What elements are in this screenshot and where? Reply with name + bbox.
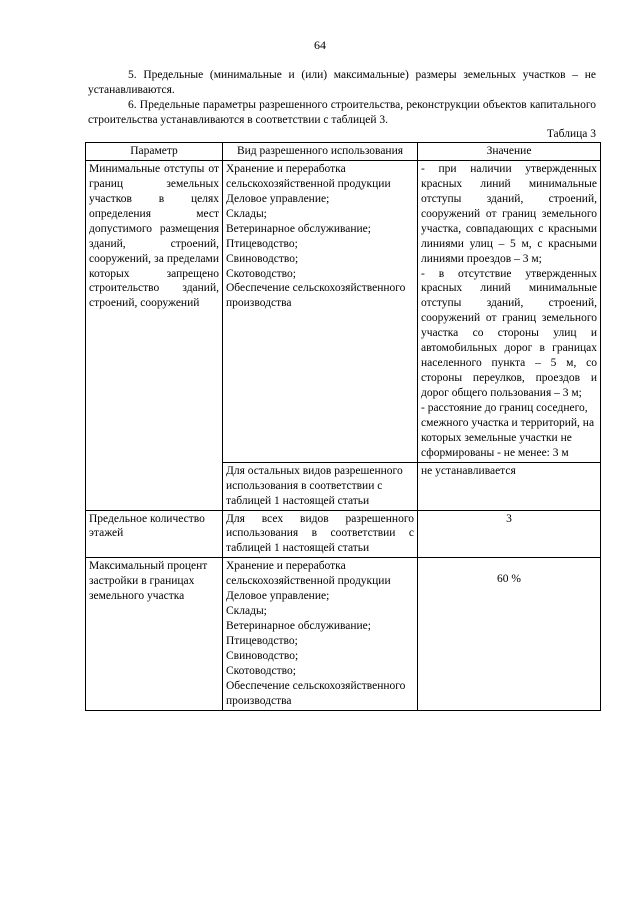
use-line: Птицеводство; <box>226 237 298 250</box>
value-cell: 60 % <box>418 558 601 710</box>
use-cell: Для всех видов разрешенного использования в соответствии с таблицей 1 настоящей статьи <box>223 510 418 558</box>
header-use-type: Вид разрешенного использования <box>223 143 418 161</box>
use-line: Свиноводство; <box>226 649 299 662</box>
value-line: - в отсутствие утвержденных красных линий минимальные отступы зданий, строений, сооружений от границ земельного участка со стороны улиц и автомобильных дорог в границах населенного пункта – 5 м, со стороны переулков, проездов и дорог общего пользования – 3 м; <box>421 267 597 399</box>
paragraph-5: 5. Предельные (минимальные и (или) максимальные) размеры земельных участков – не устанавливаются. <box>88 69 596 96</box>
parameters-table <box>85 142 601 711</box>
table-caption: Таблица 3 <box>546 128 596 140</box>
use-line: Скотоводство; <box>226 664 296 677</box>
use-line: Деловое управление; <box>226 192 330 205</box>
header-parameter: Параметр <box>86 143 223 161</box>
table-row <box>86 558 601 710</box>
paragraph-6: 6. Предельные параметры разрешенного строительства, реконструкции объектов капитального строительства устанавливаются в соответствии с таблицей 3. <box>88 99 596 126</box>
value-line: - расстояние до границ соседнего, смежного участка и территорий, на которых земельные участки не сформированы - не менее: 3 м <box>421 401 595 459</box>
use-line: Ветеринарное обслуживание; <box>226 620 371 633</box>
use-line: Свиноводство; <box>226 252 299 265</box>
use-line: Обеспечение сельскохозяйственного производства <box>226 282 406 310</box>
param-cell: Минимальные отступы от границ земельных участков в целях определения мест допустимого размещения зданий, строений, сооружений, за пределами которых запрещено строительство зданий, строений, сооружений <box>86 160 223 510</box>
use-line: Скотоводство; <box>226 267 296 280</box>
use-line: Птицеводство; <box>226 635 298 647</box>
param-cell: Предельное количество этажей <box>86 510 223 558</box>
use-line: Склады; <box>226 207 267 220</box>
use-line: Склады; <box>226 605 267 618</box>
page-number: 64 <box>314 38 326 52</box>
use-line: Хранение и переработка сельскохозяйственной продукции <box>226 560 391 588</box>
value-cell <box>418 160 601 462</box>
use-line: Обеспечение сельскохозяйственного производства <box>226 679 406 707</box>
value-cell: 3 <box>418 510 601 558</box>
use-line: Ветеринарное обслуживание; <box>226 222 371 235</box>
use-line: Хранение и переработка сельскохозяйственной продукции <box>226 162 391 190</box>
header-value: Значение <box>418 143 601 161</box>
value-line: - при наличии утвержденных красных линий минимальные отступы зданий, строений, сооружений от границ земельного участка, совпадающих с красными линиями улиц – 5 м, с красными линиями проездов – 3 м; <box>421 162 597 265</box>
table-row <box>86 510 601 558</box>
table-row <box>86 160 601 462</box>
use-cell <box>223 558 418 710</box>
param-cell: Максимальный процент застройки в границах земельного участка <box>86 558 223 710</box>
value-cell: не устанавливается <box>418 462 601 510</box>
use-cell: Для остальных видов разрешенного использования в соответствии с таблицей 1 настоящей статьи <box>223 462 418 510</box>
use-cell <box>223 160 418 462</box>
use-line: Деловое управление; <box>226 590 330 603</box>
table-header-row <box>86 143 601 161</box>
